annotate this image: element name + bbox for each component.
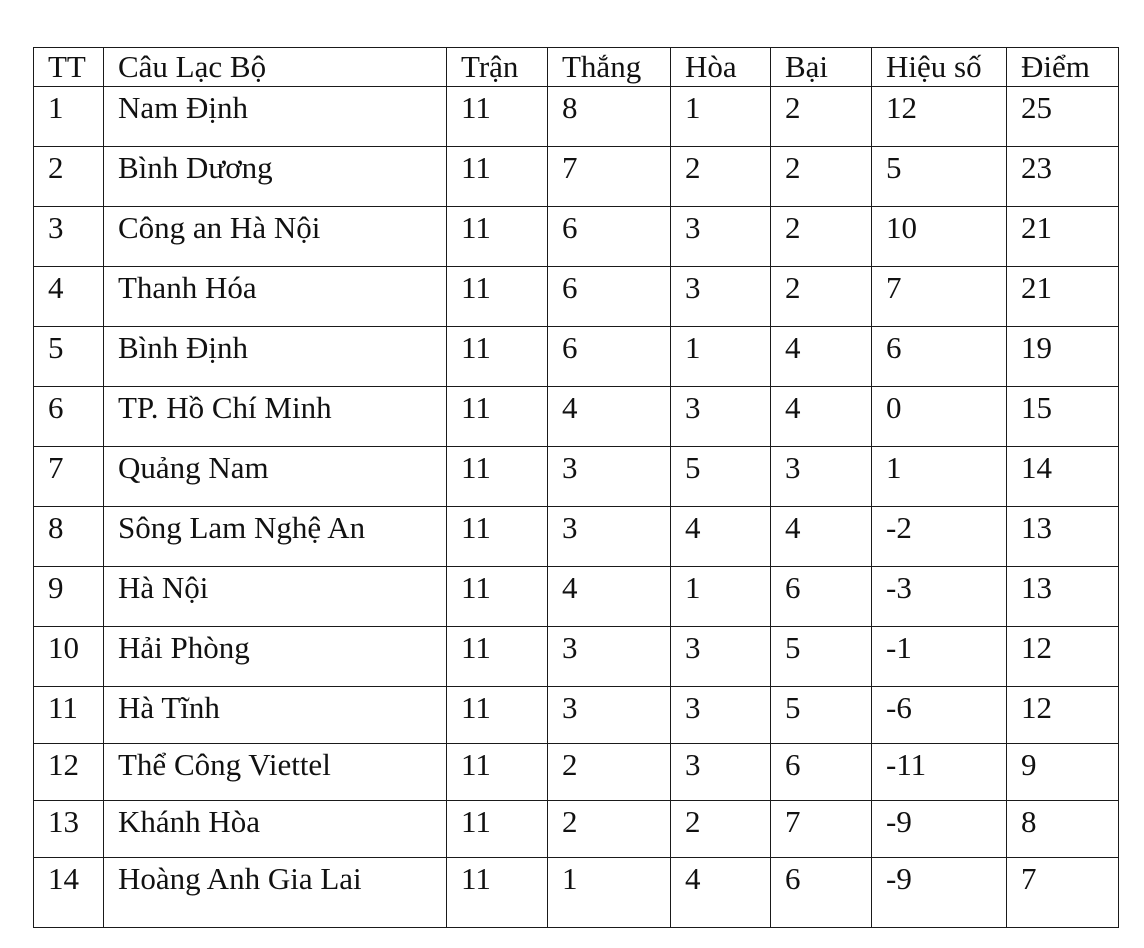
cell-points: 21 <box>1007 267 1119 327</box>
cell-drawn: 3 <box>671 387 771 447</box>
cell-rank: 13 <box>34 801 104 858</box>
cell-rank: 9 <box>34 567 104 627</box>
header-won: Thắng <box>548 48 671 87</box>
cell-won: 2 <box>548 801 671 858</box>
cell-goal-difference: 0 <box>872 387 1007 447</box>
cell-lost: 7 <box>771 801 872 858</box>
table-row <box>34 387 1119 447</box>
cell-won: 3 <box>548 507 671 567</box>
cell-lost: 2 <box>771 87 872 147</box>
cell-rank: 3 <box>34 207 104 267</box>
header-drawn: Hòa <box>671 48 771 87</box>
cell-rank: 14 <box>34 858 104 928</box>
cell-rank: 11 <box>34 687 104 744</box>
table-row <box>34 267 1119 327</box>
cell-rank: 1 <box>34 87 104 147</box>
header-played: Trận <box>447 48 548 87</box>
cell-lost: 2 <box>771 267 872 327</box>
cell-lost: 2 <box>771 147 872 207</box>
cell-won: 6 <box>548 327 671 387</box>
header-goal-difference: Hiệu số <box>872 48 1007 87</box>
cell-club: Hoàng Anh Gia Lai <box>104 858 447 928</box>
cell-points: 12 <box>1007 687 1119 744</box>
table-row <box>34 87 1119 147</box>
cell-points: 8 <box>1007 801 1119 858</box>
cell-rank: 12 <box>34 744 104 801</box>
cell-goal-difference: 5 <box>872 147 1007 207</box>
cell-points: 15 <box>1007 387 1119 447</box>
cell-club: Công an Hà Nội <box>104 207 447 267</box>
cell-played: 11 <box>447 567 548 627</box>
cell-lost: 2 <box>771 207 872 267</box>
cell-played: 11 <box>447 327 548 387</box>
cell-club: Khánh Hòa <box>104 801 447 858</box>
header-rank: TT <box>34 48 104 87</box>
table-row <box>34 567 1119 627</box>
cell-goal-difference: 10 <box>872 207 1007 267</box>
cell-goal-difference: -6 <box>872 687 1007 744</box>
cell-drawn: 4 <box>671 507 771 567</box>
cell-played: 11 <box>447 687 548 744</box>
cell-points: 12 <box>1007 627 1119 687</box>
table-row <box>34 327 1119 387</box>
cell-club: Nam Định <box>104 87 447 147</box>
cell-lost: 4 <box>771 507 872 567</box>
cell-won: 7 <box>548 147 671 207</box>
cell-drawn: 3 <box>671 744 771 801</box>
cell-drawn: 1 <box>671 567 771 627</box>
table-row <box>34 687 1119 744</box>
cell-won: 3 <box>548 627 671 687</box>
cell-goal-difference: -9 <box>872 858 1007 928</box>
cell-club: Quảng Nam <box>104 447 447 507</box>
cell-played: 11 <box>447 801 548 858</box>
cell-played: 11 <box>447 147 548 207</box>
cell-won: 4 <box>548 567 671 627</box>
cell-points: 19 <box>1007 327 1119 387</box>
cell-played: 11 <box>447 87 548 147</box>
cell-drawn: 2 <box>671 147 771 207</box>
cell-goal-difference: 7 <box>872 267 1007 327</box>
cell-goal-difference: -11 <box>872 744 1007 801</box>
cell-played: 11 <box>447 627 548 687</box>
cell-lost: 5 <box>771 627 872 687</box>
cell-won: 3 <box>548 687 671 744</box>
cell-club: Bình Định <box>104 327 447 387</box>
table-row <box>34 858 1119 928</box>
cell-played: 11 <box>447 207 548 267</box>
table-row <box>34 447 1119 507</box>
cell-points: 13 <box>1007 507 1119 567</box>
cell-lost: 6 <box>771 567 872 627</box>
cell-club: Thể Công Viettel <box>104 744 447 801</box>
cell-points: 14 <box>1007 447 1119 507</box>
table-row <box>34 801 1119 858</box>
cell-drawn: 4 <box>671 858 771 928</box>
cell-club: Bình Dương <box>104 147 447 207</box>
cell-lost: 6 <box>771 744 872 801</box>
cell-won: 1 <box>548 858 671 928</box>
cell-played: 11 <box>447 507 548 567</box>
cell-drawn: 3 <box>671 687 771 744</box>
cell-drawn: 2 <box>671 801 771 858</box>
cell-club: Hà Nội <box>104 567 447 627</box>
cell-club: Hải Phòng <box>104 627 447 687</box>
cell-lost: 4 <box>771 327 872 387</box>
cell-points: 25 <box>1007 87 1119 147</box>
table-row <box>34 627 1119 687</box>
cell-drawn: 3 <box>671 627 771 687</box>
cell-played: 11 <box>447 447 548 507</box>
table-row <box>34 147 1119 207</box>
cell-played: 11 <box>447 267 548 327</box>
cell-won: 6 <box>548 207 671 267</box>
cell-won: 6 <box>548 267 671 327</box>
header-points: Điểm <box>1007 48 1119 87</box>
cell-lost: 5 <box>771 687 872 744</box>
cell-club: Hà Tĩnh <box>104 687 447 744</box>
cell-goal-difference: 1 <box>872 447 1007 507</box>
cell-club: Sông Lam Nghệ An <box>104 507 447 567</box>
cell-won: 4 <box>548 387 671 447</box>
cell-drawn: 1 <box>671 327 771 387</box>
cell-goal-difference: -3 <box>872 567 1007 627</box>
cell-won: 8 <box>548 87 671 147</box>
cell-drawn: 5 <box>671 447 771 507</box>
cell-lost: 4 <box>771 387 872 447</box>
cell-rank: 4 <box>34 267 104 327</box>
cell-drawn: 1 <box>671 87 771 147</box>
cell-lost: 6 <box>771 858 872 928</box>
cell-played: 11 <box>447 858 548 928</box>
cell-goal-difference: 6 <box>872 327 1007 387</box>
cell-won: 3 <box>548 447 671 507</box>
header-lost: Bại <box>771 48 872 87</box>
cell-club: TP. Hồ Chí Minh <box>104 387 447 447</box>
cell-goal-difference: -1 <box>872 627 1007 687</box>
cell-drawn: 3 <box>671 207 771 267</box>
cell-rank: 6 <box>34 387 104 447</box>
cell-rank: 7 <box>34 447 104 507</box>
cell-rank: 10 <box>34 627 104 687</box>
cell-points: 23 <box>1007 147 1119 207</box>
cell-club: Thanh Hóa <box>104 267 447 327</box>
cell-rank: 8 <box>34 507 104 567</box>
table-row <box>34 744 1119 801</box>
cell-rank: 2 <box>34 147 104 207</box>
standings-table <box>33 47 1119 928</box>
cell-goal-difference: -9 <box>872 801 1007 858</box>
cell-points: 7 <box>1007 858 1119 928</box>
table-row <box>34 207 1119 267</box>
header-club: Câu Lạc Bộ <box>104 48 447 87</box>
cell-played: 11 <box>447 387 548 447</box>
cell-goal-difference: 12 <box>872 87 1007 147</box>
cell-points: 9 <box>1007 744 1119 801</box>
cell-rank: 5 <box>34 327 104 387</box>
cell-won: 2 <box>548 744 671 801</box>
cell-points: 21 <box>1007 207 1119 267</box>
cell-played: 11 <box>447 744 548 801</box>
cell-lost: 3 <box>771 447 872 507</box>
cell-drawn: 3 <box>671 267 771 327</box>
cell-goal-difference: -2 <box>872 507 1007 567</box>
header-row <box>34 48 1119 87</box>
table-row <box>34 507 1119 567</box>
cell-points: 13 <box>1007 567 1119 627</box>
